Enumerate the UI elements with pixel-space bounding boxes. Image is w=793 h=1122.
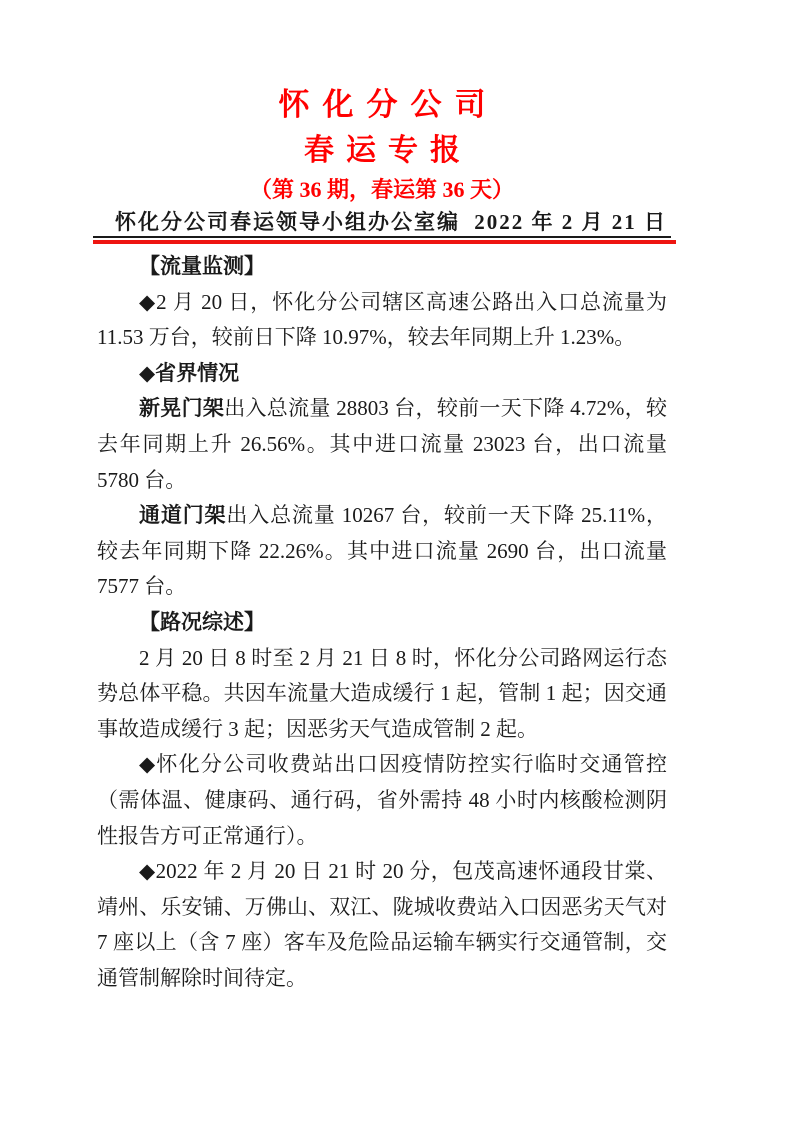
page-content [97,0,667,996]
org-title: 怀化分公司 [278,87,499,122]
para-total-flow: ◆2 月 20 日，怀化分公司辖区高速公路出入口总流量为 11.53 万台，较前日下降 10.97%，较去年同期上升 1.23%。 [97,289,667,350]
report-date: 2022 年 2 月 21 日 [474,210,667,234]
editor-date-row [97,209,667,235]
para-network-status: 2 月 20 日 8 时至 2 月 21 日 8 时，怀化分公司路网运行态势总体平稳。共因车流量大造成缓行 1 起，管制 1 起；因交通事故造成缓行 3 起；因恶劣天气造成管制 2 起。 [97,645,667,741]
heading-road-summary: 【路况综述】 [139,609,265,634]
para-weather-traffic-control: ◆2022 年 2 月 20 日 21 时 20 分，包茂高速怀通段甘棠、靖州、乐安铺、万佛山、双江、陇城收费站入口因恶劣天气对 7 座以上（含 7 座）客车及危险品运输车辆实行交通管制，交通管制解除时间待定。 [97,859,667,990]
para-toll-covid-control: ◆怀化分公司收费站出口因疫情防控实行临时交通管控（需体温、健康码、通行码，省外需持 48 小时内核酸检测阴性报告方可正常通行）。 [97,752,667,848]
subheading-province-border: ◆省界情况 [139,360,240,385]
heading-flow-monitoring: 【流量监测】 [139,254,265,278]
editor-credit: 怀化分公司春运领导小组办公室编 [115,210,460,234]
para-xinhuang-gantry: 新晃门架出入总流量 28803 台，较前一天下降 4.72%，较去年同期上升 26.56%。其中进口流量 23023 台，出口流量 5780 台。 [97,396,667,492]
report-title: 春运专报 [304,134,472,167]
para-tongdao-gantry: 通道门架出入总流量 10267 台，较前一天下降 25.11%，较去年同期下降 22.26%。其中进口流量 2690 台，出口流量 7577 台。 [97,503,667,599]
red-rule [93,240,676,244]
black-rule [93,236,671,238]
document-body [97,249,667,996]
issue-number: （第 36 期，春运第 36 天） [249,177,514,202]
